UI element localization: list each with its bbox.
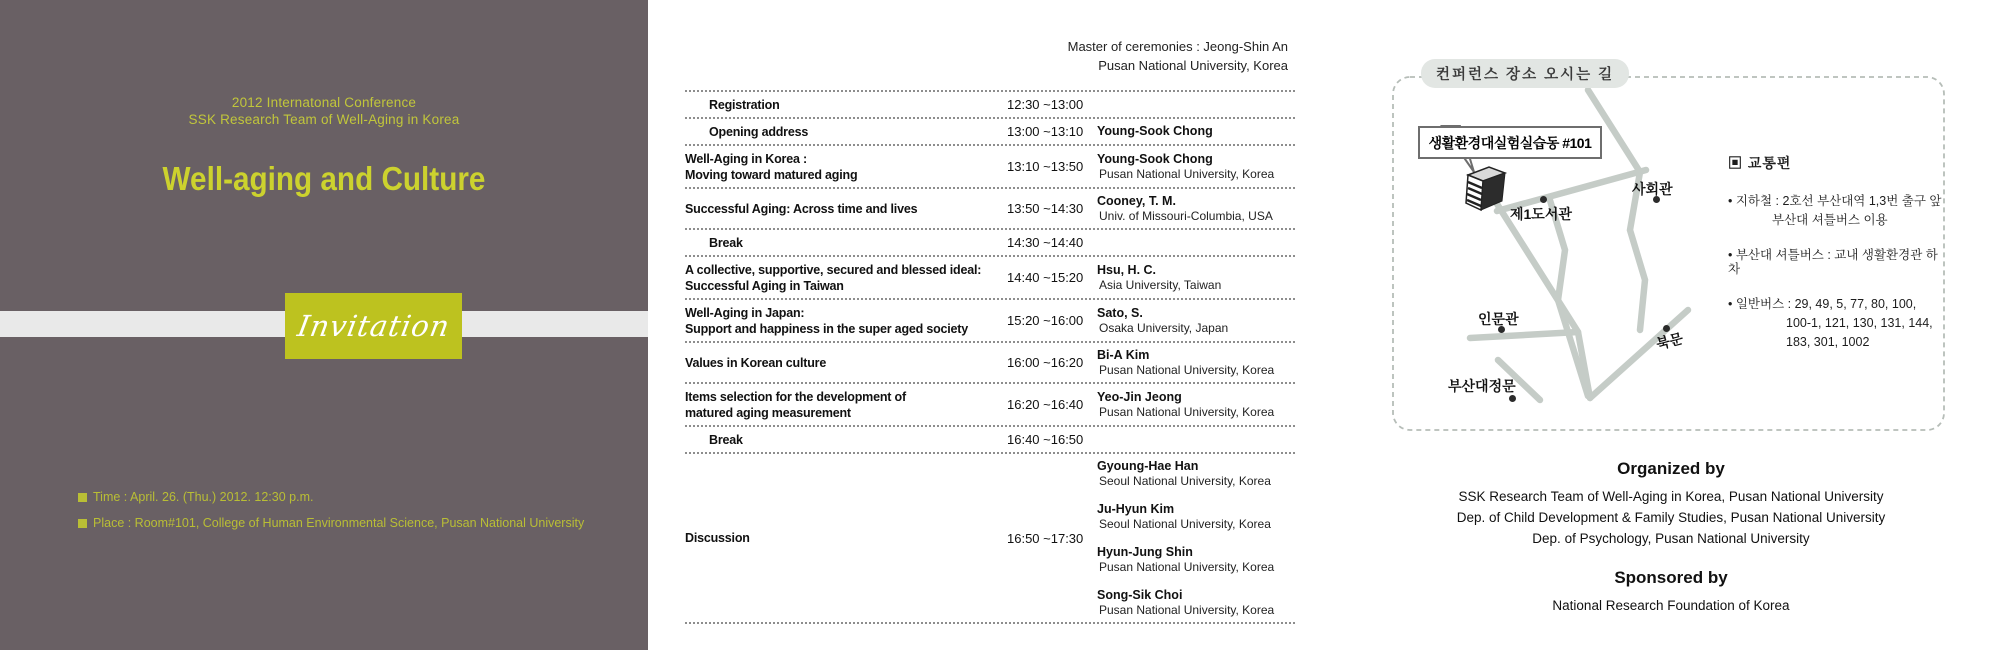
- transport-group: [1728, 297, 1946, 349]
- speaker-affiliation: Pusan National University, Korea: [1099, 559, 1275, 574]
- session-title-line: Successful Aging in Taiwan: [685, 278, 844, 293]
- speaker-name: Yeo-Jin Jeong: [1097, 389, 1182, 404]
- speaker: [1097, 545, 1295, 575]
- speaker-name: Bi-A Kim: [1097, 347, 1150, 362]
- speaker-name: Cooney, T. M.: [1097, 193, 1176, 208]
- session-time: 15:20 ~16:00: [1007, 313, 1084, 328]
- speaker: [1097, 124, 1295, 139]
- session-title-line: Values in Korean culture: [685, 355, 827, 370]
- organized-by-line: Dep. of Psychology, Pusan National University: [1532, 531, 1810, 546]
- session-time: 13:10 ~13:50: [1007, 159, 1084, 174]
- program-table: [685, 90, 1295, 624]
- sponsored-by-line: National Research Foundation of Korea: [1552, 598, 1790, 613]
- session-time: 16:00 ~16:20: [1007, 355, 1084, 370]
- session-title: [685, 530, 1007, 546]
- session-title: [685, 124, 1007, 140]
- speaker: [1097, 306, 1295, 336]
- session-title: [685, 235, 1007, 251]
- event-place: [78, 516, 584, 530]
- session-time: 13:00 ~13:10: [1007, 124, 1084, 139]
- sponsored-by-lines: [1420, 595, 1922, 616]
- speaker-affiliation: Seoul National University, Korea: [1099, 473, 1271, 488]
- table-row: [685, 343, 1295, 384]
- invitation-label: Invitation: [294, 309, 453, 343]
- map-place-dot: [1509, 395, 1516, 402]
- table-row: [685, 92, 1295, 119]
- speaker: [1097, 263, 1295, 293]
- session-title-line: Break: [709, 432, 743, 447]
- speaker: [1097, 588, 1295, 618]
- table-row: [685, 146, 1295, 189]
- table-row: [685, 454, 1295, 624]
- speaker-affiliation: Seoul National University, Korea: [1099, 516, 1271, 531]
- transport-line: • 부산대 셔틀버스 : 교내 생활환경관 하차: [1728, 248, 1938, 276]
- map-place-label: 부산대정문: [1448, 378, 1516, 394]
- spacer: [1420, 549, 1922, 568]
- conference-subtitle: [0, 94, 648, 128]
- transport-line: • 지하철 : 2호선 부산대역 1,3번 출구 앞: [1728, 194, 1942, 208]
- session-title-line: Opening address: [709, 124, 809, 139]
- session-title: [685, 355, 1007, 371]
- speaker-affiliation: Pusan National University, Korea: [1099, 602, 1275, 617]
- session-title-line: matured aging measurement: [685, 405, 851, 420]
- speaker: [1097, 502, 1295, 532]
- transport-header: ▣ 교통편: [1728, 155, 1792, 171]
- table-row: [685, 230, 1295, 257]
- speaker-name: Hyun-Jung Shin: [1097, 544, 1193, 559]
- session-speakers: [1097, 459, 1295, 618]
- square-bullet-icon: [78, 493, 87, 502]
- organized-by-line: SSK Research Team of Well-Aging in Korea, Pusan National University: [1458, 489, 1884, 504]
- session-title: [685, 389, 1007, 421]
- organized-by-line: Dep. of Child Development & Family Studies, Pusan National University: [1456, 510, 1886, 525]
- session-time: 14:40 ~15:20: [1007, 270, 1084, 285]
- map-place-dot: [1540, 196, 1547, 203]
- session-title: [685, 201, 1007, 217]
- page-title: Well-aging and Culture: [162, 160, 486, 197]
- event-place-text: Place : Room#101, College of Human Environmental Science, Pusan National University: [93, 516, 585, 530]
- master-of-ceremonies: [985, 37, 1288, 75]
- speaker-name: Song-Sik Choi: [1097, 587, 1183, 602]
- session-title: [685, 432, 1007, 448]
- square-bullet-icon: [78, 519, 87, 528]
- session-speakers: [1097, 152, 1295, 182]
- transport-group: [1728, 194, 1946, 227]
- map-place-label: 제1도서관: [1510, 206, 1572, 222]
- session-time: 13:50 ~14:30: [1007, 201, 1084, 216]
- table-row: [685, 427, 1295, 454]
- session-title: [685, 151, 1007, 183]
- cover-panel: [0, 0, 648, 650]
- session-speakers: [1097, 348, 1295, 378]
- speaker-name: Gyoung-Hae Han: [1097, 458, 1199, 473]
- event-time: [78, 490, 584, 504]
- sponsored-by-title: Sponsored by: [1614, 568, 1728, 587]
- speaker-affiliation: Pusan National University, Korea: [1099, 404, 1275, 419]
- transport-line: 100-1, 121, 130, 131, 144,: [1786, 316, 1933, 330]
- speaker-affiliation: Asia University, Taiwan: [1099, 277, 1222, 292]
- session-title-line: Discussion: [685, 531, 750, 545]
- map-place-label: 인문관: [1478, 311, 1519, 327]
- transport-line: 부산대 셔틀버스 이용: [1772, 213, 1888, 227]
- table-row: [685, 384, 1295, 427]
- venue-label: 생활환경대실험실습동 #101: [1418, 126, 1602, 159]
- speaker-name: Ju-Hyun Kim: [1097, 501, 1175, 516]
- speaker: [1097, 390, 1295, 420]
- table-row: [685, 119, 1295, 146]
- speaker-affiliation: Osaka University, Japan: [1099, 320, 1229, 335]
- directions-badge: 컨퍼런스 장소 오시는 길: [1421, 59, 1629, 88]
- speaker: [1097, 459, 1295, 489]
- transport-info: [1728, 156, 1946, 370]
- session-speakers: [1097, 124, 1295, 139]
- transport-line: • 일반버스 : 29, 49, 5, 77, 80, 100,: [1728, 297, 1917, 311]
- session-title: [685, 97, 1007, 113]
- session-time: 12:30 ~13:00: [1007, 97, 1084, 112]
- event-time-text: Time : April. 26. (Thu.) 2012. 12:30 p.m.: [93, 490, 314, 504]
- transport-line: 183, 301, 1002: [1786, 335, 1870, 349]
- table-row: [685, 189, 1295, 230]
- event-details: [78, 490, 584, 542]
- speaker-name: Young-Sook Chong: [1097, 151, 1213, 166]
- session-time: 16:20 ~16:40: [1007, 397, 1084, 412]
- session-title-line: Successful Aging: Across time and lives: [685, 201, 918, 216]
- mc-line1: Master of ceremonies : Jeong-Shin An: [1067, 39, 1288, 54]
- organized-by-title: Organized by: [1617, 459, 1725, 478]
- session-title-line: Items selection for the development of: [685, 389, 906, 404]
- credits: [1420, 459, 1922, 616]
- invitation-banner: [285, 293, 462, 359]
- table-row: [685, 257, 1295, 300]
- session-time: 16:40 ~16:50: [1007, 432, 1084, 447]
- speaker-name: Sato, S.: [1097, 305, 1143, 320]
- transport-group: [1728, 248, 1946, 276]
- conference-line1: 2012 Internatonal Conference: [231, 95, 417, 110]
- session-title-line: Moving toward matured aging: [685, 167, 858, 182]
- organized-by-lines: [1420, 486, 1922, 549]
- session-speakers: [1097, 194, 1295, 224]
- speaker-affiliation: Univ. of Missouri-Columbia, USA: [1099, 208, 1273, 223]
- speaker-affiliation: Pusan National University, Korea: [1099, 362, 1275, 377]
- session-speakers: [1097, 390, 1295, 420]
- table-row: [685, 300, 1295, 343]
- speaker: [1097, 152, 1295, 182]
- session-title-line: Support and happiness in the super aged society: [685, 321, 969, 336]
- map-place-label: 사회관: [1632, 181, 1673, 197]
- session-title-line: Registration: [709, 97, 780, 112]
- session-title-line: Well-Aging in Japan:: [685, 305, 805, 320]
- session-title: [685, 305, 1007, 337]
- session-title-line: Well-Aging in Korea :: [685, 151, 807, 166]
- mc-line2: Pusan National University, Korea: [1098, 58, 1288, 73]
- speaker: [1097, 348, 1295, 378]
- session-title-line: Break: [709, 235, 743, 250]
- session-title-line: A collective, supportive, secured and blessed ideal:: [685, 262, 982, 277]
- conference-line2: SSK Research Team of Well-Aging in Korea: [188, 112, 460, 127]
- map-place-label: 북문: [1654, 329, 1685, 353]
- speaker-name: Hsu, H. C.: [1097, 262, 1157, 277]
- transport-groups: [1728, 194, 1946, 349]
- speaker-affiliation: Pusan National University, Korea: [1099, 166, 1275, 181]
- speaker-name: Young-Sook Chong: [1097, 124, 1213, 138]
- session-speakers: [1097, 306, 1295, 336]
- session-speakers: [1097, 263, 1295, 293]
- speaker: [1097, 194, 1295, 224]
- session-time: 14:30 ~14:40: [1007, 235, 1084, 250]
- session-time: 16:50 ~17:30: [1007, 530, 1084, 546]
- session-title: [685, 262, 1007, 294]
